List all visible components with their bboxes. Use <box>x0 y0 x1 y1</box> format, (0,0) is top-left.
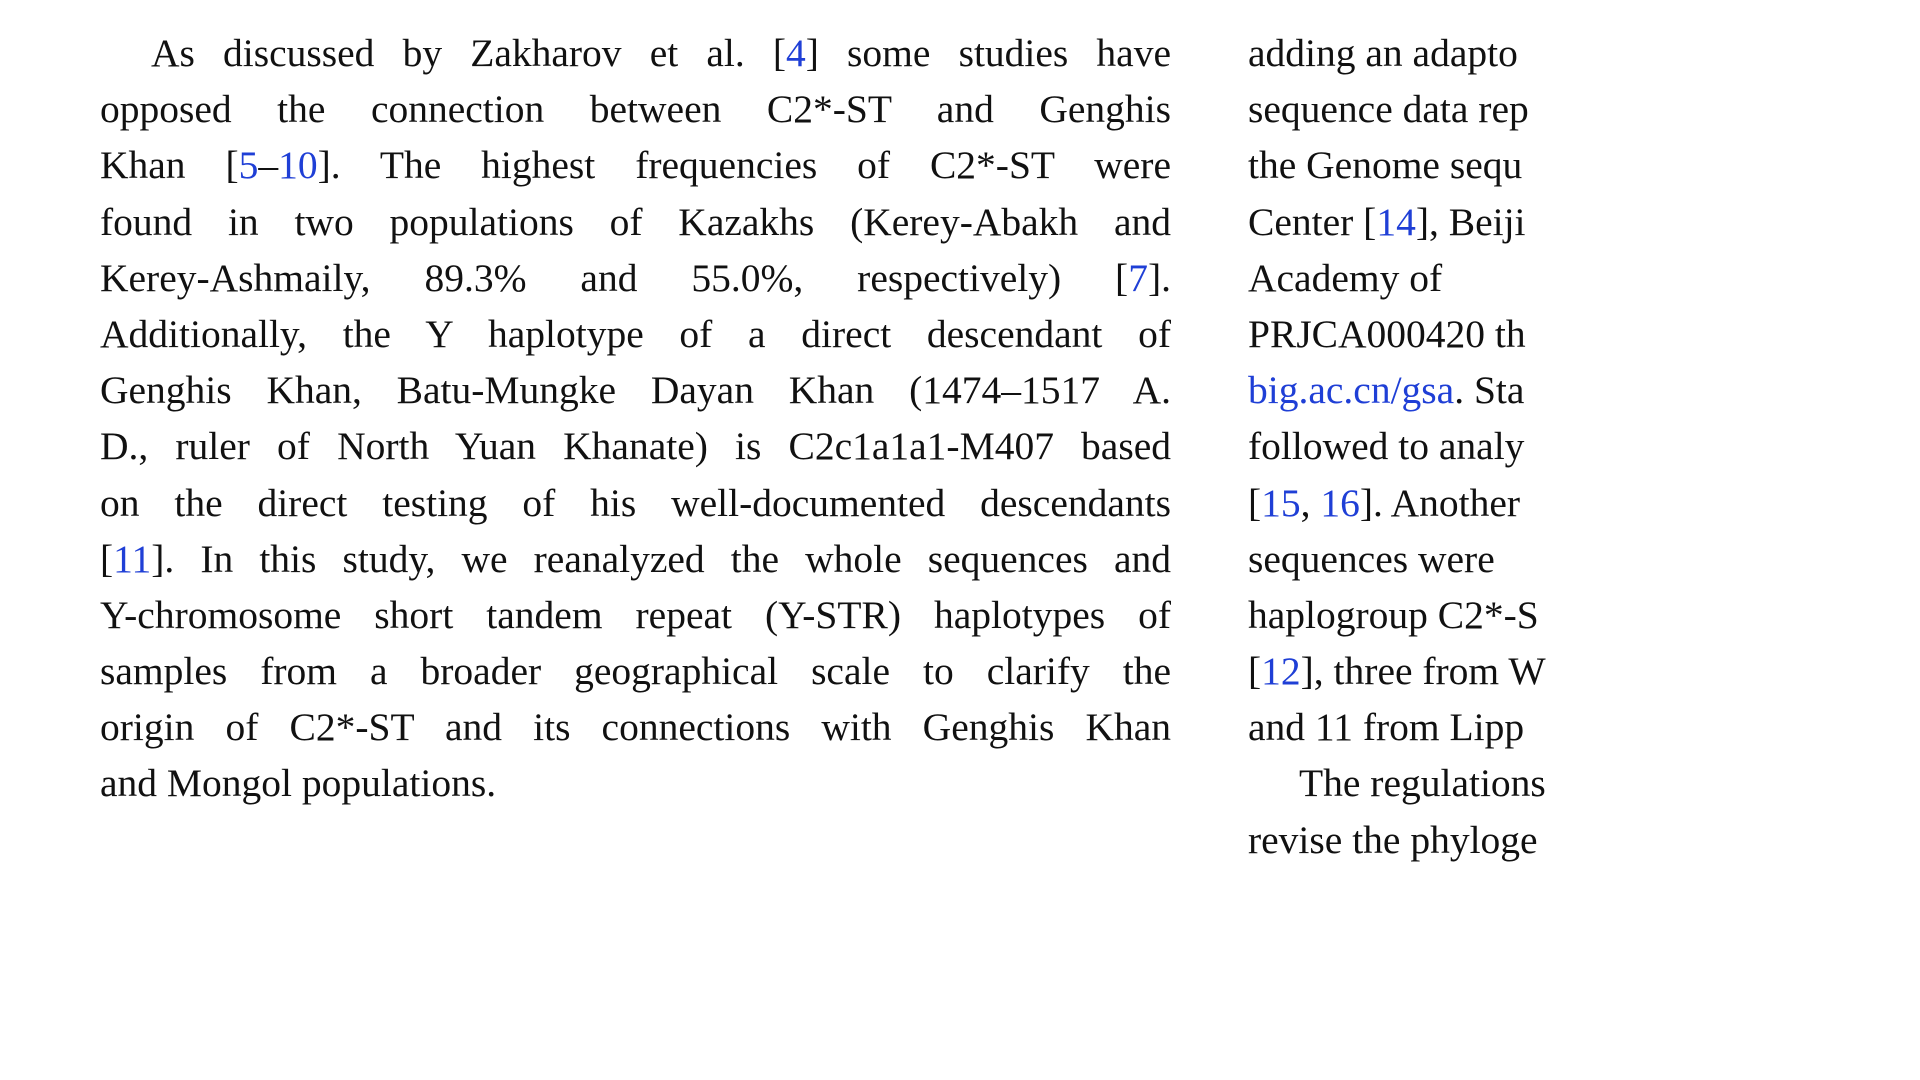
text-span: The regulations <box>1299 761 1546 806</box>
paragraph-line <box>1248 81 1568 137</box>
text-span: sequence data rep <box>1248 87 1529 132</box>
text-span: samples from a broader geographical scale to clarify the <box>100 649 1171 694</box>
paragraph-line <box>1248 194 1568 250</box>
text-span: Academy of <box>1248 255 1443 300</box>
text-span: on the direct testing of his well-documented descendants <box>100 480 1171 525</box>
text-span: Kerey-Ashmaily, 89.3% and 55.0%, respectively) [ <box>100 255 1129 300</box>
paragraph-line <box>100 587 1171 643</box>
text-span: As discussed by Zakharov et al. [ <box>151 31 787 75</box>
paragraph-line <box>100 25 1171 81</box>
citation-link[interactable]: 12 <box>1261 649 1301 694</box>
paragraph-line <box>1248 306 1568 362</box>
paragraph-line <box>1248 699 1568 755</box>
text-span: . Sta <box>1454 368 1525 413</box>
text-span: – <box>258 143 279 188</box>
paragraph-line <box>100 194 1171 250</box>
text-span: Y-chromosome short tandem repeat (Y-STR) haplotypes of <box>100 592 1171 637</box>
paragraph-line <box>100 362 1171 418</box>
citation-link[interactable]: 7 <box>1128 255 1148 300</box>
paragraph-line <box>1248 531 1568 587</box>
text-span: Genghis Khan, Batu-Mungke Dayan Khan (1474–1517 A. <box>100 368 1171 413</box>
text-span: opposed the connection between C2*-ST and Genghis <box>100 87 1171 132</box>
text-span: adding an adapto <box>1248 31 1518 75</box>
left-text-column <box>100 25 1171 812</box>
text-span: ]. <box>1147 255 1171 300</box>
citation-link[interactable]: 16 <box>1320 480 1360 525</box>
text-span: and Mongol populations. <box>100 761 497 806</box>
paragraph-line <box>1248 362 1568 418</box>
paragraph-line <box>1248 137 1568 193</box>
text-span: found in two populations of Kazakhs (Kerey-Abakh and <box>100 199 1171 244</box>
paragraph-line <box>100 250 1171 306</box>
paragraph-line <box>1248 755 1568 811</box>
text-span: followed to analy <box>1248 424 1525 469</box>
text-span: ], three from W <box>1300 649 1546 694</box>
paragraph-line <box>100 418 1171 474</box>
citation-link[interactable]: 10 <box>278 143 318 188</box>
text-span: PRJCA000420 th <box>1248 311 1526 356</box>
citation-link[interactable]: 14 <box>1376 199 1416 244</box>
paragraph-line <box>100 531 1171 587</box>
citation-link[interactable]: 4 <box>786 31 806 75</box>
text-span: D., ruler of North Yuan Khanate) is C2c1a1a1-M407 based <box>100 424 1171 469</box>
paragraph-line <box>1248 475 1568 531</box>
text-span: [ <box>100 536 114 581</box>
text-span: ], Beiji <box>1415 199 1526 244</box>
text-span: ] some studies have <box>805 31 1171 75</box>
text-span: Center [ <box>1248 199 1377 244</box>
text-span: ]. The highest frequencies of C2*-ST were <box>317 143 1171 188</box>
paragraph-line <box>100 81 1171 137</box>
paragraph-line <box>100 475 1171 531</box>
text-span: Additionally, the Y haplotype of a direct descendant of <box>100 311 1171 356</box>
paragraph-line <box>1248 250 1568 306</box>
text-span: haplogroup C2*-S <box>1248 592 1539 637</box>
paragraph-line <box>1248 812 1568 868</box>
text-span: and 11 from Lipp <box>1248 705 1525 750</box>
paragraph-line <box>1248 643 1568 699</box>
text-span: ]. In this study, we reanalyzed the whole sequences and <box>151 536 1171 581</box>
paragraph-line <box>1248 25 1568 81</box>
text-span: ]. Another <box>1359 480 1521 525</box>
citation-link[interactable]: 15 <box>1261 480 1301 525</box>
text-span: the Genome sequ <box>1248 143 1523 188</box>
paragraph-line <box>100 137 1171 193</box>
text-span: [ <box>1248 480 1262 525</box>
text-span: revise the phyloge <box>1248 817 1538 862</box>
text-span: sequences were <box>1248 536 1495 581</box>
paragraph-line <box>1248 418 1568 474</box>
text-span: origin of C2*-ST and its connections with Genghis Khan <box>100 705 1171 750</box>
text-span: Khan [ <box>100 143 239 188</box>
right-text-column <box>1248 25 1568 868</box>
paragraph-last-line <box>100 755 1171 811</box>
text-span: [ <box>1248 649 1262 694</box>
paragraph-line <box>100 643 1171 699</box>
paragraph-line <box>100 699 1171 755</box>
citation-link[interactable]: big.ac.cn/gsa <box>1248 368 1455 413</box>
paragraph-line <box>100 306 1171 362</box>
paragraph-line <box>1248 587 1568 643</box>
text-span: , <box>1300 480 1321 525</box>
citation-link[interactable]: 5 <box>238 143 259 188</box>
citation-link[interactable]: 11 <box>113 536 152 581</box>
